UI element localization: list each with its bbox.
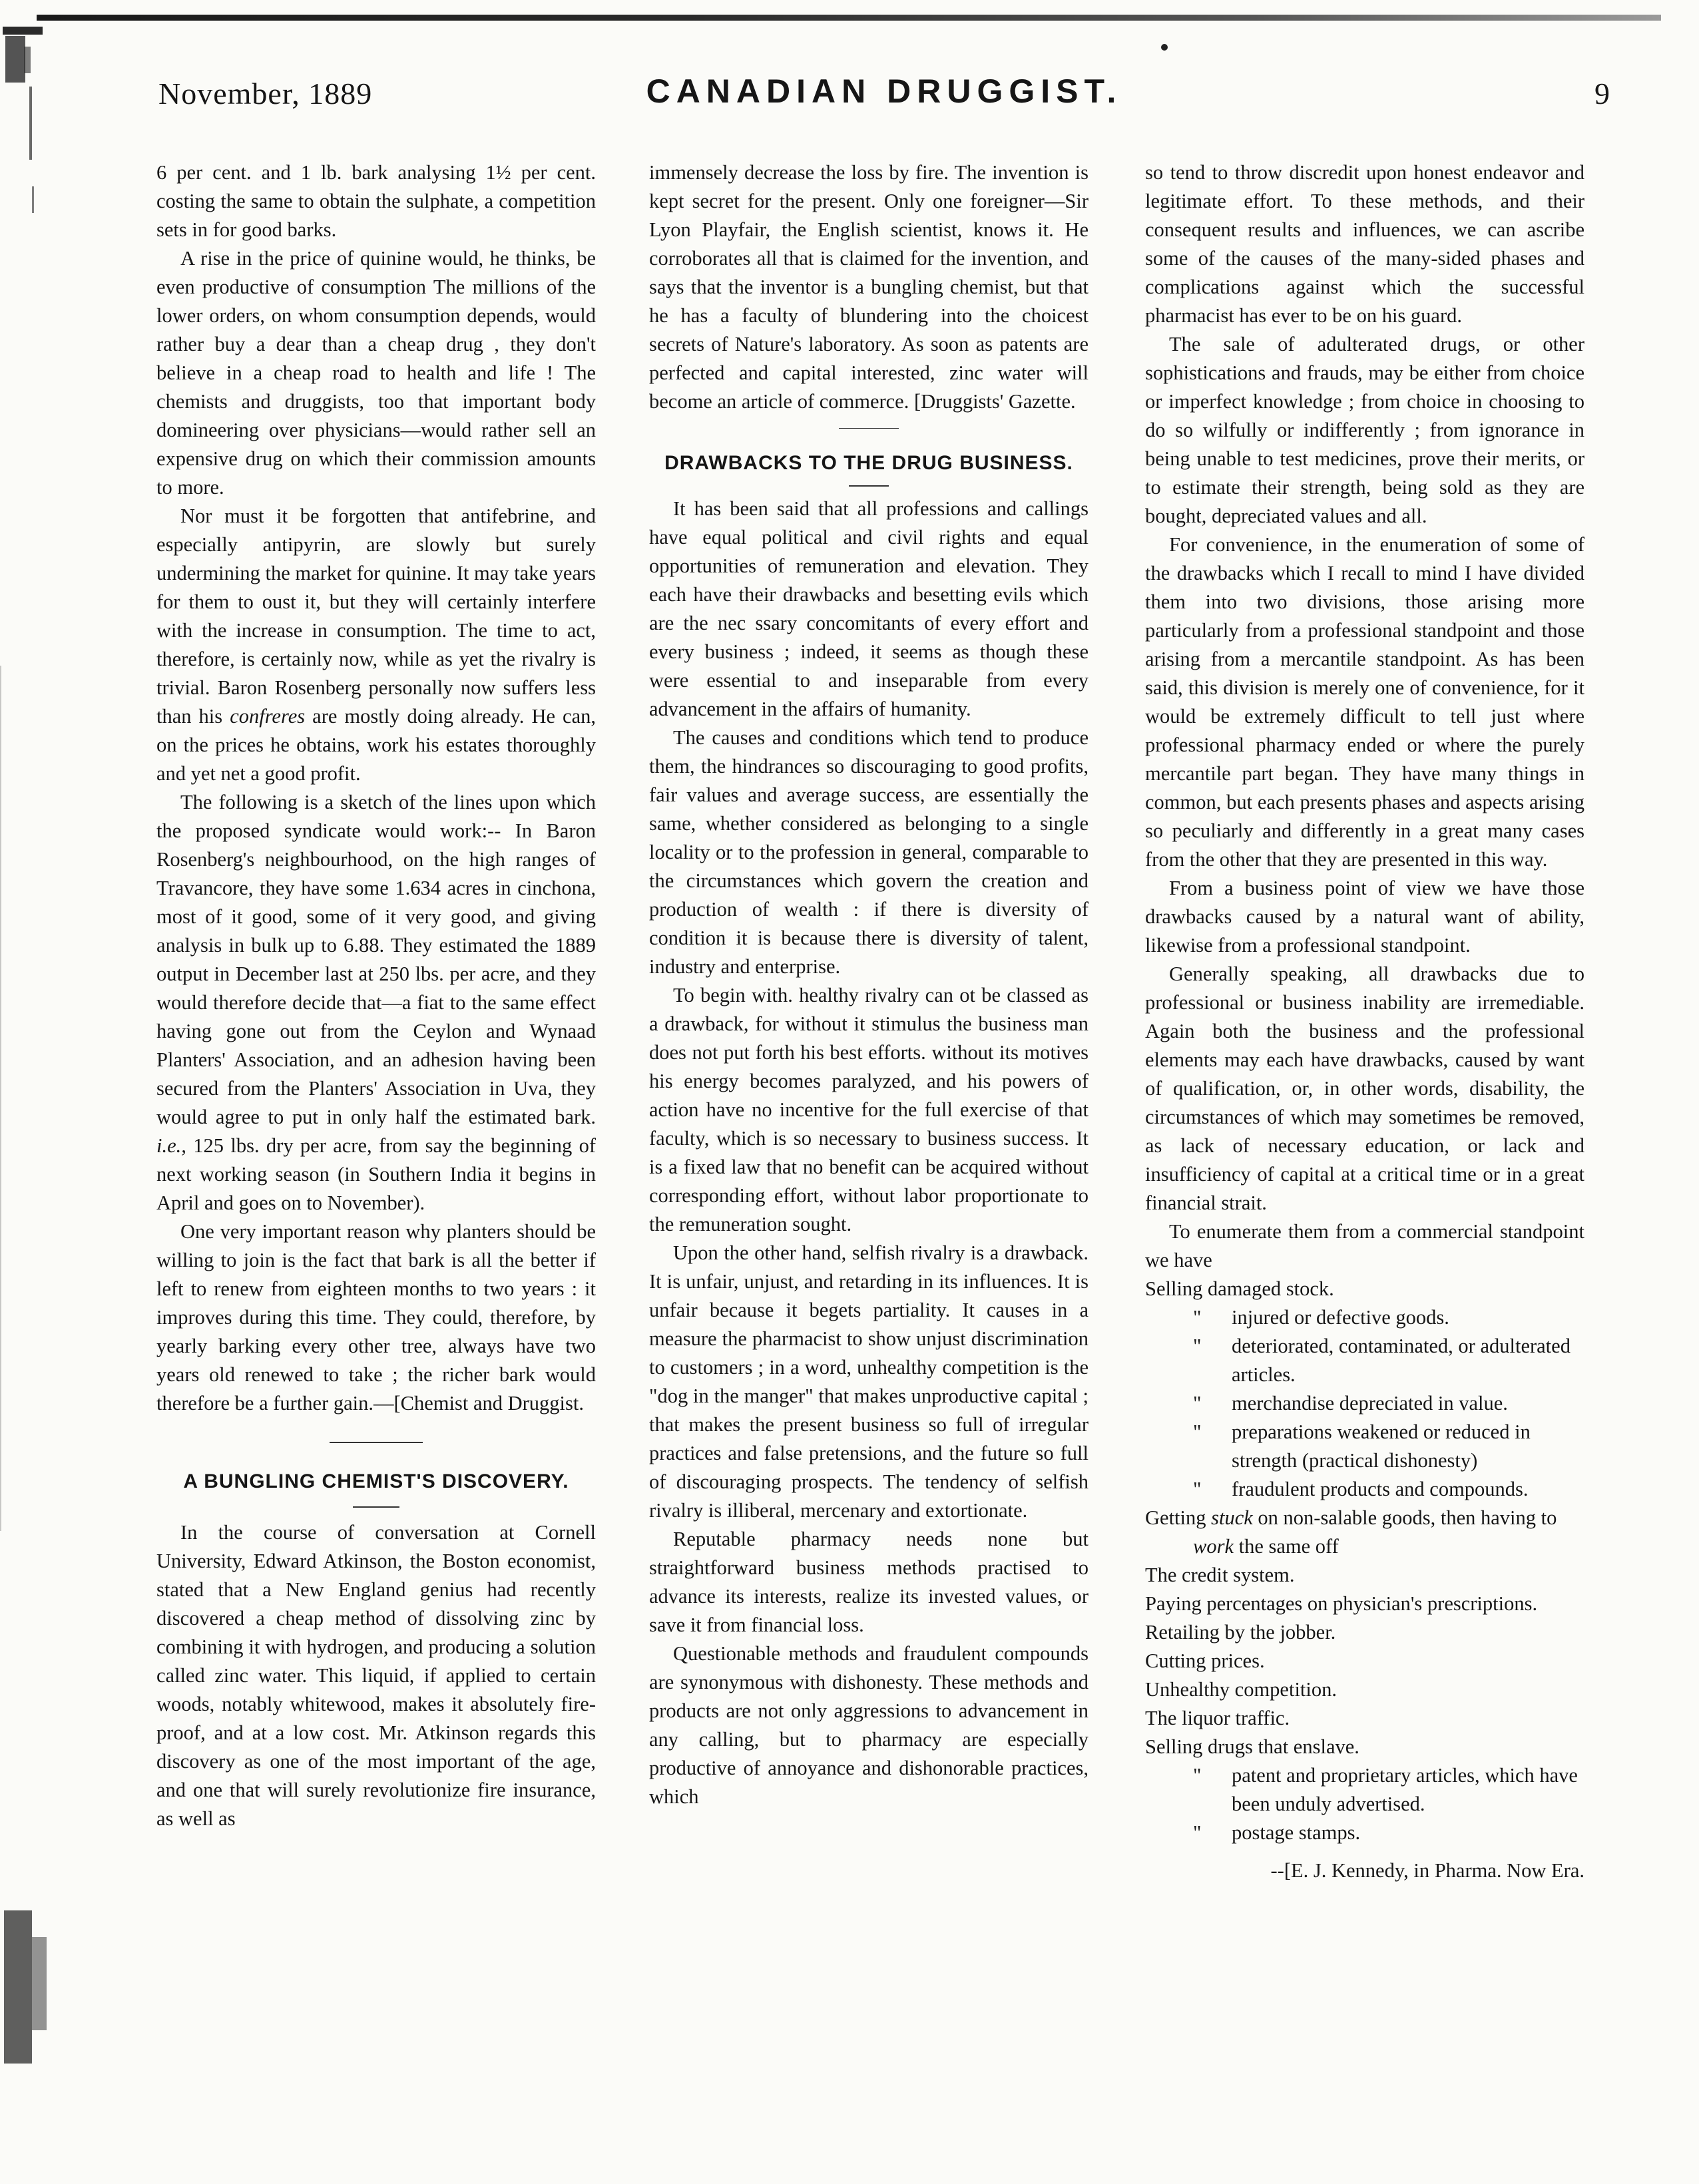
page-header [158, 72, 1610, 120]
paragraph: To begin with. healthy rivalry can ot be classed as a drawback, for without it stimulus the business man does not put forth his best efforts. without its motives his energy becomes paralyzed, and his powers of action have no incentive for the full exercise of that faculty, which is so necessary to business success. It is a fixed law that no benefit can be acquired without corresponding effort, without labor proportionate to the remuneration sought. [649, 984, 1089, 1235]
paragraph: immensely decrease the loss by fire. The invention is kept secret for the present. Only one foreigner—Sir Lyon Playfair, the English scientist, knows it. He corroborates all that is claimed for the invention, and says that the inventor is a bungling chemist, but that he has a faculty of blundering into the choicest secrets of Nature's laboratory. As soon as patents are perfected and capital interested, zinc water will become an article of commerce. [Druggists' Gazette. [649, 161, 1089, 413]
drawbacks-list [1145, 1275, 1584, 1847]
paragraph: From a business point of view we have those drawbacks caused by a natural want of ability, likewise from a professional standpoint. [1145, 877, 1584, 957]
page-number: 9 [1594, 77, 1610, 110]
column-1 [156, 158, 596, 1833]
column-3 [1145, 158, 1584, 1885]
list-item: The credit system. [1145, 1564, 1295, 1586]
list-item: Getting stuck on non-salable goods, then having to work the same off [1145, 1506, 1557, 1558]
top-border-rule [37, 15, 1661, 21]
paragraph: In the course of conversation at Cornell University, Edward Atkinson, the Boston economist, stated that a New England genius had recently discovered a cheap method of dissolving zinc by combining it with hydrogen, and producing a solution called zinc water. This liquid, if applied to certain woods, notably whitewood, makes it absolutely fire-proof, and at a low cost. Mr. Atkinson regards this discovery as one of the most important of the age, and one that will surely revolutionize fire insurance, as well as [156, 1521, 596, 1830]
paragraph: 6 per cent. and 1 lb. bark analysing 1½ per cent. costing the same to obtain the sulphate, a competition sets in for good barks. [156, 161, 596, 241]
paragraph: Nor must it be forgotten that antifebrine, and especially antipyrin, are slowly but surely undermining the market for quinine. It may take years for them to oust it, but they will certainly interfere with the increase in consumption. The time to act, therefore, is certainly now, while as yet the rivalry is trivial. Baron Rosenberg personally now suffers less than his confreres are mostly doing already. He can, on the prices he obtains, work his estates thoroughly and yet net a good profit. [156, 505, 596, 785]
paragraph: Questionable methods and fraudulent compounds are synonymous with dishonesty. These methods and products are not only aggressions to advancement in any calling, but to pharmacy are especially productive of annoyance and dishonorable practices, which [649, 1642, 1089, 1808]
list-item: Paying percentages on physician's prescriptions. [1145, 1592, 1538, 1615]
paragraph: The following is a sketch of the lines upon which the proposed syndicate would work:-- In Baron Rosenberg's neighbourhood, on the high ranges of Travancore, they have some 1.634 acres in cinchona, most of it good, some of it very good, and giving analysis in bulk up to 6.88. They estimated the 1889 output in December last at 250 lbs. per acre, and they would therefore decide that—a fiat to the same effect having gone out from the Ceylon and Wynaad Planters' Association, and an adhesion having been secured from the Planters' Association in Uva, they would agree to put in only half the estimated bark. i.e., 125 lbs. dry per acre, from say the beginning of next working season (in Southern India it begins in April and goes on to November). [156, 791, 596, 1214]
paragraph: A rise in the price of quinine would, he thinks, be even productive of consumption The millions of the lower orders, on whom consumption depends, would rather buy a dear than a cheap drug , they don't believe in a cheap road to health and life ! The chemists and druggists, too that important body domineering over physicians—would rather sell an expensive drug on which their commission amounts to more. [156, 247, 596, 499]
list-item: " injured or defective goods. [1193, 1306, 1449, 1329]
column-2 [649, 158, 1089, 1811]
paragraph: Generally speaking, all drawbacks due to professional or business inability are irremediable. Again both the business and the professional elements may each have drawbacks, caused by want of qualification, or, in other words, disability, the circumstances of which may sometimes be removed, as lack of necessary education, or lack and insufficiency of capital at a critical time or in a great financial strait. [1145, 963, 1584, 1214]
list-item: Selling drugs that enslave. [1145, 1735, 1359, 1758]
list-item: The liquor traffic. [1145, 1707, 1290, 1729]
ink-dot [1161, 44, 1168, 51]
paragraph: For convenience, in the enumeration of some of the drawbacks which I recall to mind I have divided them into two divisions, those arising more particularly from a professional standpoint and those arising from a mercantile standpoint. As has been said, this division is merely one of convenience, for it would be extremely difficult to tell just where professional pharmacy ended or where the purely mercantile part began. They have many things in common, but each presents phases and aspects arising so peculiarly and differently in a great many cases from the other that they are presented in this way. [1145, 533, 1584, 871]
list-item: " fraudulent products and compounds. [1193, 1478, 1529, 1500]
list-item: " merchandise depreciated in value. [1193, 1392, 1508, 1415]
paragraph: Upon the other hand, selfish rivalry is a drawback. It is unfair, unjust, and retarding in its influences. It is unfair because it begets partiality. It causes in a measure the pharmacist to show unjust discrimination to customers ; in a word, unhealthy competition is the "dog in the manger" that makes unproductive capital ; that makes the present business so full of irregular practices and false pretensions, and the future so full of discouraging prospects. The tendency of selfish rivalry is illiberal, mercenary and extortionate. [649, 1241, 1089, 1522]
paragraph: The causes and conditions which tend to produce them, the hindrances so discouraging to good profits, fair values and average success, are essentially the same, whether considered as belonging to a single locality or to the profession in general, comparable to the circumstances which govern the creation and production of wealth : if there is diversity of condition it is because there is diversity of talent, industry and enterprise. [649, 726, 1089, 978]
list-item: " patent and proprietary articles, which have been unduly advertised. [1193, 1764, 1578, 1815]
article-heading: DRAWBACKS TO THE DRUG BUSINESS. [664, 452, 1073, 474]
paragraph: One very important reason why planters should be willing to join is the fact that bark is all the better if left to renew from eighteen months to two years : it improves during this time. They could, therefore, by yearly barking every other tree, always have two years old renewed to take ; the richer bark would therefore be a further gain.—[Chemist and Druggist. [156, 1220, 596, 1415]
paragraph: It has been said that all professions and callings have equal political and civil rights and equal opportunities of remuneration and elevation. They each have their drawbacks and besetting evils which are the nec ssary concomitants of every effort and every business ; indeed, it seems as though these were essential to and inseparable from every advancement in the affairs of humanity. [649, 497, 1089, 720]
list-item: Selling damaged stock. [1145, 1277, 1334, 1300]
list-item: " preparations weakened or reduced in strength (practical dishonesty) [1193, 1420, 1531, 1472]
list-item: " postage stamps. [1193, 1821, 1361, 1844]
issue-date: November, 1889 [158, 77, 373, 110]
list-item: " deteriorated, contaminated, or adulterated articles. [1193, 1335, 1571, 1386]
list-item: Retailing by the jobber. [1145, 1621, 1336, 1643]
publication-title: CANADIAN DRUGGIST. [646, 73, 1122, 110]
paragraph: so tend to throw discredit upon honest endeavor and legitimate effort. To these methods, and their consequent results and influences, we can ascribe some of the causes of the many-sided phases and complications against which the successful pharmacist has ever to be on his guard. [1145, 161, 1584, 327]
paragraph: The sale of adulterated drugs, or other sophistications and frauds, may be either from choice or imperfect knowledge ; from choice in choosing to do so wilfully or indifferently ; from ignorance in being unable to test medicines, prove their merits, or to estimate their strength, being sold as they are bought, depreciated values and all. [1145, 333, 1584, 527]
scan-edge-marks [0, 0, 52, 2184]
article-heading: A BUNGLING CHEMIST'S DISCOVERY. [183, 1470, 569, 1492]
paragraph: To enumerate them from a commercial standpoint we have [1145, 1220, 1584, 1271]
list-item: Unhealthy competition. [1145, 1678, 1337, 1701]
article-attribution: --[E. J. Kennedy, in Pharma. Now Era. [1270, 1859, 1584, 1882]
paragraph: Reputable pharmacy needs none but straightforward business methods practised to advance its interests, realize its invested values, or save it from financial loss. [649, 1528, 1089, 1636]
list-item: Cutting prices. [1145, 1649, 1265, 1672]
